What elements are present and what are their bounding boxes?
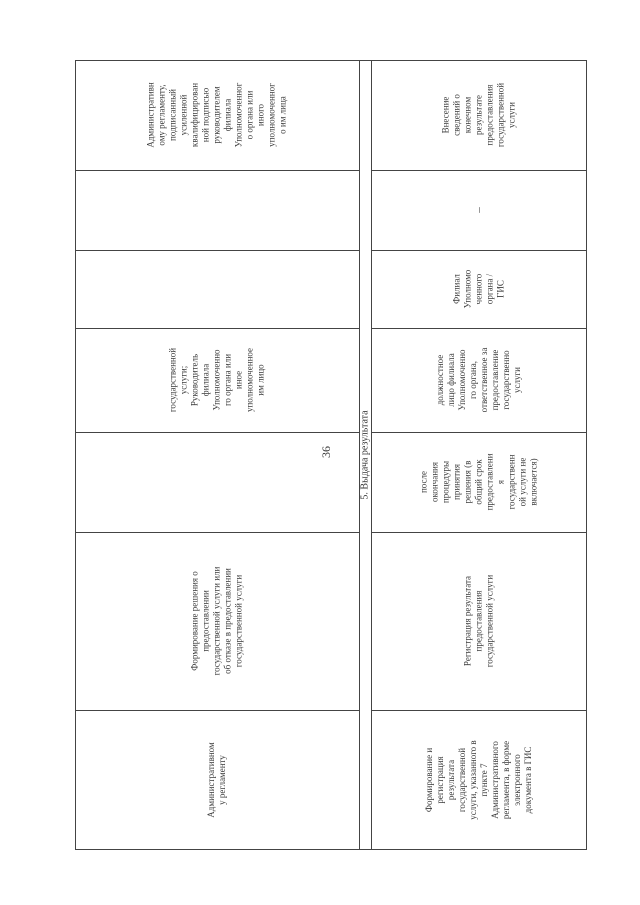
top-row-action-cell xyxy=(75,532,359,710)
cell-text: Административном у регламенту xyxy=(206,741,227,818)
top-row-empty-cell-3 xyxy=(75,432,359,532)
cell-text: государственной услуги; Руководитель филиала Уполномоченно го органа или иное уполномоченное им лицо xyxy=(167,347,266,413)
bottom-row-responsible-cell xyxy=(371,328,586,432)
top-row-empty-cell-6 xyxy=(75,170,359,250)
bottom-row-dash-cell xyxy=(371,170,586,250)
cell-text: Филиал Уполномо ченного органа / ГИС xyxy=(451,269,505,309)
cell-text: Административн ому регламенту, подписанный усиленной квалифицирован ной подписью руководителем филиала Уполномоченног о органа или иного уполномоченног о им лица xyxy=(145,82,288,148)
bottom-row-deadline-cell xyxy=(371,432,586,532)
bottom-row-action-cell xyxy=(371,532,586,710)
bottom-row-result-cell xyxy=(371,60,586,170)
top-row-result-cell xyxy=(75,60,359,170)
top-row-basis-cell xyxy=(75,710,359,849)
section-heading: 5. Выдача результата xyxy=(359,410,371,500)
cell-text: Регистрация результата предоставления государственной услуги xyxy=(462,574,494,668)
cell-text: должностное лицо филиала Уполномоченно го органа, ответственное за предоставление государственно услуги xyxy=(434,347,522,413)
bottom-row-system-cell xyxy=(371,250,586,328)
cell-text: – xyxy=(472,207,485,213)
bottom-row-basis-cell xyxy=(371,710,586,849)
cell-text: после окончания процедуры принятия решения (в общий срок предоставлени я государственн ой услуги не включается) xyxy=(418,453,538,511)
section-heading-cell xyxy=(359,60,371,850)
rotated-table xyxy=(75,60,587,850)
page-number: 36 xyxy=(319,446,333,458)
cell-text: Формирование и регистрация результата государственной услуги, указанного в пункте 7 Административного регламента, в форме электронного документа в ГИС xyxy=(423,739,533,820)
cell-text: Внесение сведений о конечном результате предоставления государственной услуги xyxy=(440,82,516,148)
top-row-responsible-cell xyxy=(75,328,359,432)
top-row-empty-cell-5 xyxy=(75,250,359,328)
cell-text: Формирование решения о предоставлении государственной услуги или об отказе в предоставлении государственной услуги xyxy=(189,566,244,676)
